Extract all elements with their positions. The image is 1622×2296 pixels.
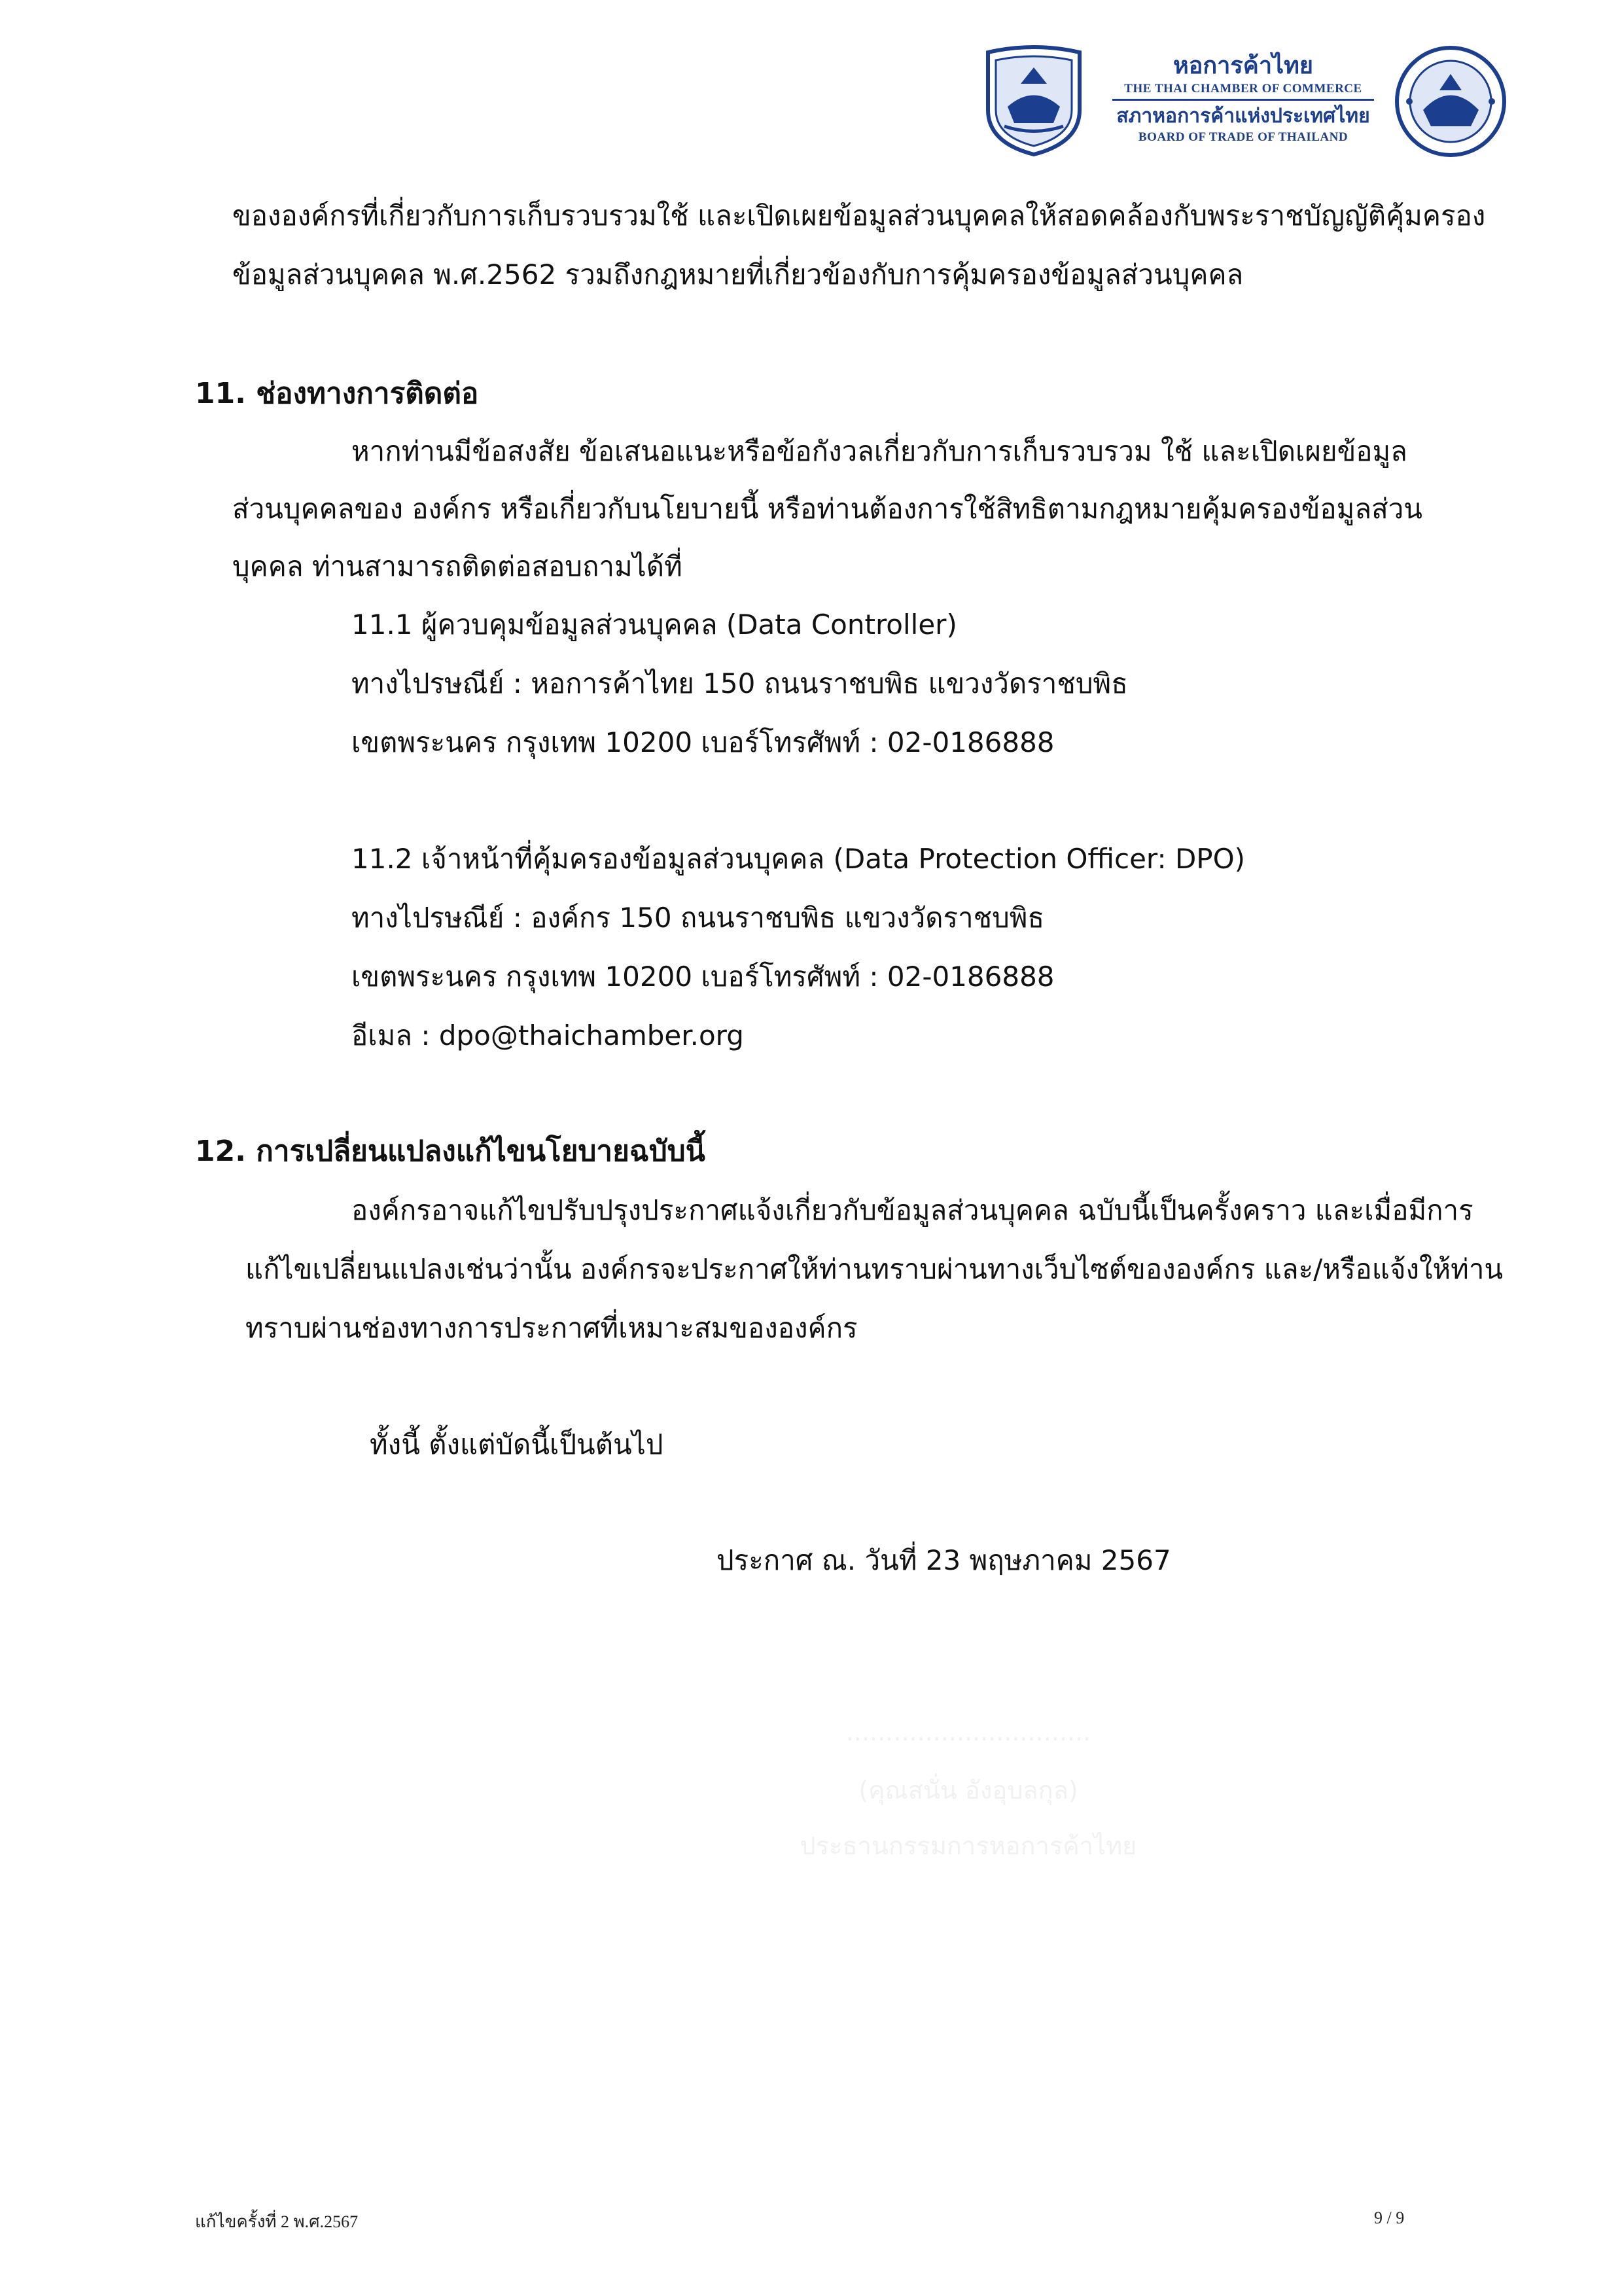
section-11-para-line-1: หากท่านมีข้อสงสัย ข้อเสนอแนะหรือข้อกังวลเกี่ยวกับการเก็บรวบรวม ใช้ และเปิดเผยข้อมูล [351,435,1407,467]
dpo-address-1: ทางไปรษณีย์ : องค์กร 150 ถนนราชบพิธ แขวงวัดราชบพิธ [351,902,1045,934]
board-name-english: BOARD OF TRADE OF THAILAND [1138,130,1349,144]
section-12-heading: 12. การเปลี่ยนแปลงแก้ไขนโยบายฉบับนี้ [195,1135,705,1168]
board-name-thai: สภาหอการค้าแห่งประเทศไทย [1116,105,1370,128]
controller-title: 11.1 ผู้ควบคุมข้อมูลส่วนบุคคล (Data Controller) [351,609,957,641]
signature-line: ............................... [845,1718,1091,1746]
section-11-heading: 11. ช่องทางการติดต่อ [195,377,479,410]
intro-line-2: ข้อมูลส่วนบุคคล พ.ศ.2562 รวมถึงกฎหมายที่เกี่ยวข้องกับการคุ้มครองข้อมูลส่วนบุคคล [232,258,1244,291]
section-12-para-line-1: องค์กรอาจแก้ไขปรับปรุงประกาศแจ้งเกี่ยวกับข้อมูลส่วนบุคคล ฉบับนี้เป็นครั้งคราว และเมื่อมีการ [351,1194,1473,1226]
revision-note: แก้ไขครั้งที่ 2 พ.ศ.2567 [195,2212,359,2231]
intro-line-1: ขององค์กรที่เกี่ยวกับการเก็บรวบรวมใช้ และเปิดเผยข้อมูลส่วนบุคคลให้สอดคล้องกับพระราชบัญญัติคุ้มครอง [232,200,1486,232]
board-of-trade-seal-icon [1394,44,1508,159]
org-name-english: THE THAI CHAMBER OF COMMERCE [1124,82,1362,96]
page-number: 9 / 9 [1374,2208,1405,2227]
letterhead-divider [1112,99,1374,101]
section-12-para-line-3: ทราบผ่านช่องทางการประกาศที่เหมาะสมขององค์กร [245,1312,858,1344]
effective-statement: ทั้งนี้ ตั้งแต่บัดนี้เป็นต้นไป [370,1428,663,1460]
org-name-thai: หอการค้าไทย [1173,52,1313,79]
controller-address-2: เขตพระนคร กรุงเทพ 10200 เบอร์โทรศัพท์ : 02-0186888 [351,726,1055,758]
signatory-name: (คุณสนั่น อังอุบลกุล) [858,1776,1078,1805]
dpo-address-2: เขตพระนคร กรุงเทพ 10200 เบอร์โทรศัพท์ : 02-0186888 [351,961,1055,993]
controller-address-1: ทางไปรษณีย์ : หอการค้าไทย 150 ถนนราชบพิธ แขวงวัดราชบพิธ [351,667,1128,699]
section-12-para-line-2: แก้ไขเปลี่ยนแปลงเช่นว่านั้น องค์กรจะประกาศให้ท่านทราบผ่านทางเว็บไซต์ขององค์กร และ/หรือแจ้งให้ท่าน [245,1253,1504,1285]
section-11-para-line-3: บุคคล ท่านสามารถติดต่อสอบถามได้ที่ [232,550,682,582]
letterhead [1099,51,1387,145]
section-11-para-line-2: ส่วนบุคคลของ องค์กร หรือเกี่ยวกับนโยบายนี้ หรือท่านต้องการใช้สิทธิตามกฎหมายคุ้มครองข้อมูลส่วน [232,493,1423,525]
signatory-position: ประธานกรรมการหอการค้าไทย [800,1831,1137,1860]
dpo-email: อีเมล : dpo@thaichamber.org [351,1019,744,1051]
announcement-date: ประกาศ ณ. วันที่ 23 พฤษภาคม 2567 [716,1544,1171,1576]
dpo-title: 11.2 เจ้าหน้าที่คุ้มครองข้อมูลส่วนบุคคล (Data Protection Officer: DPO) [351,843,1246,875]
chamber-seal-icon [981,44,1086,157]
